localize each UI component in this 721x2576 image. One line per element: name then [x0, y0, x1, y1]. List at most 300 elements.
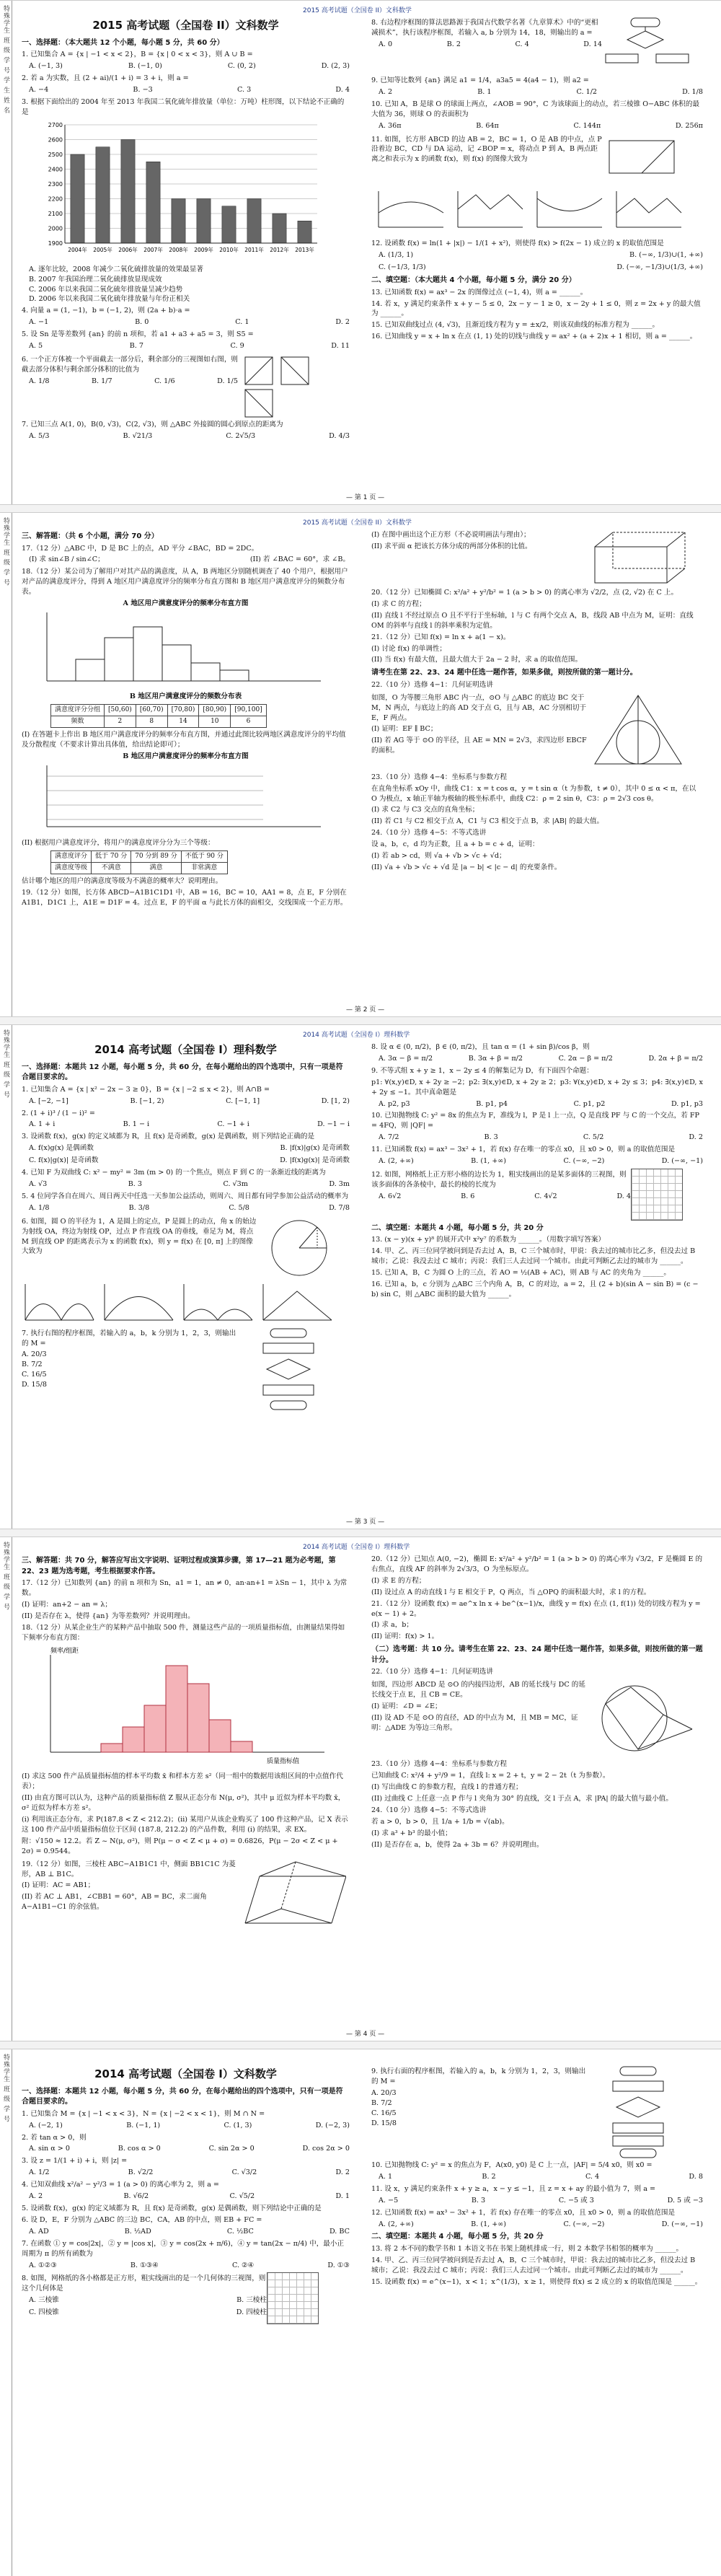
option-d: D. p1, p3 [671, 1099, 703, 1108]
bar [121, 139, 135, 243]
question-3: 3. 设函数 f(x)，g(x) 的定义域都为 R，且 f(x) 是奇函数，g(x) 是偶函数，则下列结论正确的是 [22, 1133, 315, 1141]
options-6 [22, 2227, 350, 2237]
running-head: 2015 高考试题（全国卷 II）文科数学 [303, 519, 412, 527]
option-b: B. 1/7 [91, 377, 112, 385]
binding-sidebar [0, 1537, 12, 2041]
q18-part-2: (II) 由直方图可以认为，这种产品的质量指标值 Z 服从正态分布 N(μ, σ²)，其中 μ 近似为样本平均数 x̄，σ² 近似为样本方差 s²。 [22, 1794, 345, 1813]
question-10: 10. 已知 A，B 是球 O 的球面上两点，∠AOB = 90°，C 为该球面上的动点，若三棱锥 O−ABC 体积的最大值为 36，则球 O 的表面积为 [371, 100, 700, 118]
bar [273, 214, 286, 243]
option-d: D. 四棱柱 [236, 2308, 267, 2317]
q20-part-2: (II) 直线 l 不经过原点 O 且不平行于坐标轴，l 与 C 有两个交点 A，B，线段 AB 中点为 M，证明：直线 OM 的斜率与直线 l 的斜率乘积为定值。 [371, 611, 694, 630]
option-b: B. [−1, 2) [130, 1096, 164, 1105]
option-d: D. 2α + β = π/2 [648, 1054, 703, 1063]
flowchart-figure [238, 1327, 339, 1414]
option-c: C. ②④ [231, 2261, 255, 2269]
x-tick-label: 2007年 [143, 246, 163, 253]
question-13: 13. 已知函数 f(x) = ax³ − 2x 的图像过点 (−1, 4)，则 a = ______。 [371, 288, 588, 296]
option-b: B. √6/2 [123, 2192, 149, 2201]
table-cell: 14 [167, 716, 199, 727]
unit-circle-figure [260, 1216, 339, 1280]
question-7: 7. 已知三点 A(1, 0)，B(0, √3)，C(2, √3)，则 △ABC 外接圆的圆心到原点的距离为 [22, 420, 283, 428]
question-4: 4. 已知双曲线 x²/a² − y²/3 = 1 (a > 0) 的离心率为 2，则 a = [22, 2181, 219, 2189]
question-7: 7. 在函数 ① y = cos|2x|，② y = |cos x|，③ y = cos(2x + π/6)，④ y = tan(2x − π/4) 中，最小正周期为 π 的所有函数为 [22, 2239, 345, 2258]
x-tick-label: 2005年 [93, 246, 112, 253]
question-17: 17.（12 分）已知数列 {an} 的前 n 项和为 Sn，a1 = 1，an ≠ 0，an·an+1 = λSn − 1，其中 λ 为常数。 [22, 1579, 348, 1597]
question-2: 2. 若 a 为实数，且 (2 + ai)/(1 + i) = 3 + i，则 a = [22, 74, 189, 83]
binding-sidebar [0, 1025, 12, 1529]
option-a: A. −4 [29, 85, 49, 94]
option-b: B. 2 [482, 2172, 496, 2181]
y-tick-label: 2100 [48, 210, 63, 217]
option-a: A. 20/3 [371, 2088, 397, 2097]
option-b: B. cos α > 0 [118, 2145, 161, 2153]
q22-text: 如图，O 为等腰三角形 ABC 内一点，⊙O 与 △ABC 的底边 BC 交于 M，N 两点，与底边上的高 AD 交于点 G，且与 AB，AC 分别相切于 E，F 两点。 [371, 693, 587, 722]
y-tick-label: 2300 [48, 180, 63, 188]
table-cell: 2 [105, 716, 136, 727]
options-8 [22, 2295, 267, 2305]
options-4 [22, 317, 350, 328]
q23-part-2: (II) 过曲线 C 上任意一点 P 作与 l 夹角为 30° 的直线，交 l 于点 A，求 |PA| 的最大值与最小值。 [371, 1794, 673, 1803]
options-5 [22, 341, 350, 351]
option-a: A. ①②③ [29, 2261, 57, 2269]
question-11: 11. 设 x，y 满足约束条件 x + y ≥ a，x − y ≤ −1，且 z = x + ay 的最小值为 7，则 a = [371, 2184, 656, 2193]
question-14: 14. 甲、乙、丙三位同学被问到是否去过 A，B，C 三个城市时，甲说：我去过的城市比乙多，但没去过 B 城市；乙说：我没去过 C 城市；丙说：我们三人去过同一个城市。由此可判断乙去过的城市为 ______。 [371, 2256, 696, 2274]
option-d: D. 3m [329, 1180, 350, 1188]
left-column [22, 17, 350, 444]
option-c: C. 9 [230, 342, 244, 351]
exam-title: 2014 高考试题（全国卷 I）理科数学 [94, 1043, 277, 1056]
bar [96, 146, 110, 242]
option-b: B. ①③④ [130, 2261, 159, 2269]
option-c: C. [−1, 1] [226, 1096, 260, 1105]
bar [172, 198, 185, 243]
option-d: D. 4 [335, 85, 350, 94]
option-d: D. (−∞, −1) [661, 2220, 703, 2228]
options-2 [22, 85, 350, 95]
option-d: D. cos 2α > 0 [302, 2145, 350, 2153]
option-d: D. (2, 3) [321, 62, 350, 71]
q18-part-1: (I) 在答题卡上作出 B 地区用户满意度评分的频率分布直方图，并通过此图比较两地区满意度评分的平均值及分散程度（不要求计算出具体值，给出结论即可）； [22, 730, 346, 749]
cuboid-block [371, 529, 703, 586]
option-a: A. sin α > 0 [29, 2145, 70, 2153]
option-b: B. 三棱柱 [236, 2296, 267, 2305]
option-a: A. 三棱锥 [29, 2296, 59, 2305]
option-c: C. 3 [236, 85, 252, 94]
table-cell: [70,80) [167, 704, 199, 716]
y-tick-label: 2200 [48, 195, 63, 203]
three-view-figure [238, 353, 332, 418]
options-5 [22, 1203, 350, 1213]
x-tick-label: 2004年 [68, 246, 87, 253]
options-6 [22, 377, 238, 387]
q21-part-2: (II) 证明：f(x) > 1。 [371, 1632, 439, 1641]
options-1 [22, 61, 350, 71]
option-b: B. 64π [476, 121, 499, 130]
option-b: B. |f(x)|g(x) 是奇函数 [280, 1144, 350, 1153]
y-tick-label: 2500 [48, 151, 63, 158]
option-a: A. 逐年比较，2008 年减少二氧化硫排放量的效果最显著 [29, 265, 203, 273]
option-c: C. 2√5/3 [226, 431, 256, 440]
option-b: B. p1, p4 [476, 1099, 508, 1108]
option-d: D. 4/3 [329, 431, 350, 440]
option-d: D. 11 [331, 342, 350, 351]
options-3b [22, 1156, 350, 1166]
right-column [371, 1041, 703, 1301]
question-5: 5. 4 位同学各自在周六、周日两天中任选一天参加公益活动，则周六、周日都有同学参加公益活动的概率为 [22, 1192, 349, 1200]
options-3 [22, 1143, 350, 1153]
cyclic-quad-figure [588, 1679, 696, 1758]
options-4 [22, 2192, 350, 2202]
question-17: 17.（12 分）△ABC 中，D 是 BC 上的点，AD 平分 ∠BAC，BD = 2DC。 [22, 544, 259, 553]
page-1 [0, 0, 721, 505]
table-cell: 满意度评分分组 [51, 704, 105, 716]
option-a: A. 6√2 [379, 1192, 402, 1200]
option-c: C. 16/5 [22, 1371, 47, 1379]
q17-parts [22, 555, 350, 565]
section-heading: 一、选择题：（本大题共 12 个小题，每小题 5 分，共 60 分） [22, 38, 224, 47]
question-7: 7. 执行右图的程序框图，若输入的 a，b，k 分别为 1，2，3，则输出的 M = [22, 1329, 236, 1348]
options-2 [22, 2144, 350, 2154]
option-b: B. (1, +∞) [471, 1157, 507, 1166]
choose-note: 请考生在第 22、23、24 题中任选一题作答，如果多做，则按所做的第一题计分。 [371, 669, 637, 677]
sidebar-text: 特殊学生 班 级 学 号 [2, 517, 9, 586]
option-a: A. (−1, 3) [29, 62, 63, 71]
left-column [22, 1041, 350, 1414]
cuboid-figure [588, 529, 696, 586]
option-b: B. 7/2 [371, 2098, 392, 2107]
option-d: D. 1/8 [682, 87, 703, 96]
options-9 [371, 87, 703, 97]
option-c: C. 1/2 [576, 87, 598, 96]
q22-part-1: (I) 证明：∠D = ∠E； [371, 1702, 442, 1710]
section-heading: （二）选考题：共 10 分。请考生在第 22、23、24 题中任选一题作答，如果多做，则按所做的第一题计分。 [371, 1645, 703, 1664]
options-12 [371, 2220, 703, 2230]
option-a: A. 7/2 [379, 1133, 399, 1142]
question-9: 9. 已知等比数列 {an} 满足 a1 = 1/4，a3a5 = 4(a4 − 1)，则 a2 = [371, 76, 589, 84]
option-a: A. f(x)g(x) 是偶函数 [29, 1144, 94, 1153]
q24-part-2: (II) 是否存在 a，b，使得 2a + 3b = 6？并说明理由。 [371, 1840, 544, 1849]
option-a: A. 1/8 [29, 377, 50, 385]
function-graph-options [371, 184, 703, 234]
q22-part-2: (II) 若 AG 等于 ⊙O 的半径，且 AE = MN = 2√3，求四边形 EBCF 的面积。 [371, 737, 587, 755]
q21-part-1: (I) 求 a，b； [371, 1621, 414, 1630]
option-d: D. 2 [335, 2168, 350, 2177]
bar [247, 198, 261, 243]
option-a: A. [−2, −1] [29, 1096, 68, 1105]
option-a: A. 1 [379, 2172, 393, 2181]
option-d: D. 256π [675, 121, 703, 130]
options-8 [371, 1054, 703, 1064]
table-cell: [90,100] [231, 704, 267, 716]
question-23: 23.（10 分）选修 4−4：坐标系与参数方程 [371, 773, 508, 781]
option-a: A. AD [29, 2227, 49, 2236]
table-cell: 6 [231, 716, 267, 727]
option-a: A. √3 [29, 1180, 48, 1188]
option-c: C. 144π [573, 121, 601, 130]
binding-sidebar [0, 513, 12, 1016]
question-24: 24.（10 分）选修 4−5：不等式选讲 [371, 829, 487, 838]
option-b: B. 3α + β = π/2 [468, 1054, 523, 1063]
option-d: D. 5 或 −3 [667, 2196, 703, 2204]
right-column [371, 1553, 703, 1851]
q23-text: 已知曲线 C: x²/4 + y²/9 = 1，直线 l: x = 2 + t，y = 2 − 2t（t 为参数）。 [371, 1772, 610, 1780]
section-heading: 三、解答题：共 70 分，解答应写出文字说明、证明过程或演算步骤，第 17—21 题为必考题，第 22、23 题为选考题，考生根据要求作答。 [22, 1557, 336, 1575]
q23-part-1: (I) 求 C2 与 C3 交点的直角坐标； [371, 806, 479, 814]
q18-part-3: 估计哪个地区的用户的满意度等级为不满意的概率大？说明理由。 [22, 877, 223, 886]
question-3: 3. 根据下面给出的 2004 年至 2013 年我国二氧化硫年排放量（单位：万吨）柱形图，以下结论不正确的是 [22, 97, 345, 116]
question-5: 5. 设函数 f(x)，g(x) 的定义域都为 R，且 f(x) 是奇函数，g(x) 是偶函数，则下列结论中正确的是 [22, 2204, 322, 2212]
bar [146, 162, 160, 243]
question-8: 8. 如图，网格纸的各小格都是正方形，粗实线画出的是一个几何体的三视图，则这个几何体是 [22, 2274, 266, 2293]
section-heading: 一、选择题：本题共 12 小题，每小题 5 分，共 60 分，在每小题给出的四个选项中，只有一项是符合题目要求的。 [22, 1063, 343, 1082]
q18-part-2: (II) 根据用户满意度评分，将用户的满意度评分分为三个等级： [22, 839, 215, 848]
question-10: 10. 已知抛物线 C: y² = 8x 的焦点为 F，准线为 l，P 是 l 上一点，Q 是直线 PF 与 C 的一个交点，若 FP = 4FQ，则 |QF| = [371, 1112, 699, 1130]
q19-part-1: (I) 在图中画出这个正方形（不必说明画法与理由）； [371, 531, 531, 539]
table-cell: 不低于 90 分 [181, 851, 227, 863]
flowchart-figure [588, 2065, 689, 2159]
question-6: 6. 设 D，E，F 分别为 △ABC 的三边 BC，CA，AB 的中点，则 EB + FC = [22, 2215, 262, 2224]
options-1 [22, 1096, 350, 1107]
question-22: 22.（10 分）选修 4−1：几何证明选讲 [371, 680, 493, 689]
q20-part-2: (II) 设过点 A 的动直线 l 与 E 相交于 P，Q 两点，当 △OPQ 的面积最大时，求 l 的方程。 [371, 1588, 651, 1596]
option-a: A. 1/8 [29, 1203, 50, 1212]
option-c: C. (−1/3, 1/3) [379, 263, 426, 272]
options-2 [22, 1120, 350, 1130]
question-21: 21.（12 分）设函数 f(x) = ae^x ln x + be^(x−1)/x，曲线 y = f(x) 在点 (1, f(1)) 处的切线方程为 y = e(x − 1) + 2。 [371, 1599, 701, 1618]
question-3: 3. 设 z = 1/(1 + i) + i，则 |z| = [22, 2157, 128, 2166]
section-heading: 一、选择题：本题共 12 小题，每小题 5 分，共 60 分，在每小题给出的四个选项中，只有一项是符合题目要求的。 [22, 2087, 343, 2106]
q21-part-1: (I) 讨论 f(x) 的单调性； [371, 644, 447, 653]
option-a: A. 5 [29, 342, 43, 351]
bar [222, 206, 236, 242]
option-a: A. 36π [379, 121, 402, 130]
option-a: A. p2, p3 [379, 1099, 410, 1108]
option-c: C. 5/8 [229, 1203, 249, 1212]
options-10 [371, 1133, 703, 1143]
left-column [22, 1553, 350, 1930]
option-b: B. ½AD [124, 2227, 151, 2236]
question-1: 1. 已知集合 M = {x | −1 < x < 3}，N = {x | −2 < x < 1}，则 M ∩ N = [22, 2109, 265, 2118]
option-a: A. (1/3, 1) [379, 251, 414, 260]
q23-part-2: (II) 若 C1 与 C2 相交于点 A，C1 与 C3 相交于点 B，求 |AB| 的最大值。 [371, 817, 604, 826]
binding-sidebar [0, 2049, 12, 2576]
question-18: 18.（12 分）从某企业生产的某种产品中抽取 500 件，测量这些产品的一项质量指标值，由测量结果得如下频率分布直方图： [22, 1623, 345, 1642]
grid-paper-figure [631, 1169, 683, 1221]
question-8-block [371, 17, 703, 74]
question-6: 6. 如图，圆 O 的半径为 1，A 是圆上的定点，P 是圆上的动点，角 x 的始边为射线 OA，终边为射线 OP，过点 P 作直线 OA 的垂线，垂足为 M，将点 M 到直线 OP 的距离表示为 x 的函数 f(x)，则 y = f(x) 在 [0, π] 上的图像大致为 [22, 1217, 257, 1256]
option-c: C. 16/5 [371, 2109, 397, 2117]
option-a: A. −5 [379, 2196, 399, 2204]
section-heading: 二、填空题：（本大题共 4 个小题，每小题 5 分，满分 20 分） [371, 276, 576, 285]
option-a: A. 1 + i [29, 1120, 56, 1129]
quality-histogram [22, 1644, 339, 1767]
option-b: B. 3 [471, 2196, 486, 2204]
prism-figure [238, 1858, 346, 1930]
q22-text: 如图，四边形 ABCD 是 ⊙O 的内接四边形，AB 的延长线与 DC 的延长线交于点 E，且 CB = CE。 [371, 1681, 585, 1700]
question-2: 2. (1 + i)³ / (1 − i)² = [22, 1109, 95, 1117]
question-15: 15. 设函数 f(x) = e^(x−1)，x < 1；x^(1/3)，x ≥ 1，则使得 f(x) ≤ 2 成立的 x 的取值范围是 ______。 [371, 2277, 702, 2286]
histogram-b-title: B 地区用户满意度评分的频率分布直方图 [123, 752, 249, 760]
q12-block [371, 1169, 703, 1221]
option-c: C. (1, 3) [224, 2121, 252, 2129]
option-c: C. p1, p2 [573, 1099, 606, 1108]
x-tick-label: 2009年 [194, 246, 213, 253]
table-cell: 非常满意 [181, 863, 227, 874]
page-5 [0, 2049, 721, 2576]
question-15: 15. 已知双曲线过点 (4, √3)，且渐近线方程为 y = ±x/2，则该双曲线的标准方程为 ______。 [371, 321, 660, 330]
page-number: — 第 2 页 — [346, 1006, 385, 1014]
level-table [50, 850, 228, 874]
page-number: — 第 4 页 — [346, 2031, 385, 2038]
table-title: B 地区用户满意度评分的频数分布表 [129, 692, 242, 700]
table-cell: [50,60) [105, 704, 136, 716]
sidebar-text: 特殊学生 班 级 学 号 [2, 1029, 9, 1099]
histogram-title: A 地区用户满意度评分的频率分布直方图 [123, 599, 249, 608]
option-c: C. (−∞, −2) [563, 1157, 605, 1166]
q17-part-1: (I) 证明：an+2 − an = λ； [22, 1600, 112, 1609]
y-tick-label: 2000 [48, 225, 63, 232]
y-tick-label: 2700 [48, 121, 63, 128]
options-8b [22, 2308, 267, 2318]
q21-part-2: (II) 当 f(x) 有最大值，且最大值大于 2a − 2 时，求 a 的取值范围。 [371, 656, 583, 664]
option-d: D. (−2, 3) [315, 2121, 350, 2129]
question-11: 11. 如图，长方形 ABCD 的边 AB = 2，BC = 1，O 是 AB 的中点，点 P 沿着边 BC，CD 与 DA 运动，记 ∠BOP = x，将动点 P 到 A，B 两点距离之和表示为 x 的函数 f(x)，则 f(x) 的图像大致为 [371, 135, 602, 164]
options-1 [22, 2121, 350, 2131]
q22-part-2: (II) 设 AD 不是 ⊙O 的直径，AD 的中点为 M，且 MB = MC，证明：△ADE 为等边三角形。 [371, 1713, 578, 1732]
question-10: 10. 已知抛物线 C: y² = x 的焦点为 F，A(x0, y0) 是 C 上一点，|AF| = 5/4 x0，则 x0 = [371, 2161, 653, 2169]
option-d: D. 7/8 [329, 1203, 350, 1212]
question-15: 15. 已知 A，B，C 为圆 O 上的三点，若 AO = ½(AB + AC)，则 AB 与 AC 的夹角为 ______。 [371, 1269, 671, 1278]
page-number: — 第 1 页 — [346, 494, 385, 501]
option-a: A. 3α − β = π/2 [379, 1054, 433, 1063]
option-d: D. −1 − i [317, 1120, 350, 1129]
x-tick-label: 2013年 [295, 246, 314, 253]
page-number: — 第 3 页 — [346, 1518, 385, 1526]
option-d: D. 1 [335, 2192, 350, 2201]
q22-block [371, 1679, 703, 1758]
options-7 [22, 1350, 238, 1390]
bar [298, 221, 311, 243]
option-d: D. ①③ [327, 2261, 350, 2269]
option-a: A. 5/3 [29, 431, 50, 440]
option-d: D. 14 [583, 40, 602, 48]
option-c: C. 4 [515, 40, 529, 48]
q19-part-2: (II) 若 AC ⊥ AB1，∠CBB1 = 60°，AB = BC，求二面角 A−A1B1−C1 的余弦值。 [22, 1893, 207, 1912]
option-d: D. |f(x)g(x)| 是奇函数 [280, 1156, 350, 1165]
right-column [371, 2065, 703, 2289]
q18-part-3: (i) 利用该正态分布，求 P(187.8 < Z < 212.2)；(ii) 某用户从该企业购买了 100 件这种产品，记 X 表示这 100 件产品中质量指标值位于区间 (187.8, 212.2) 的产品件数，利用 (i) 的结果，求 EX。 [22, 1815, 348, 1834]
table-cell: 满意度评分 [51, 851, 92, 863]
flowchart-figure [602, 17, 696, 74]
option-b: B. 7/2 [22, 1360, 43, 1369]
options-7 [22, 2261, 350, 2271]
question-24: 24.（10 分）选修 4−5：不等式选讲 [371, 1806, 487, 1814]
option-b: B. √21/3 [123, 431, 153, 440]
option-a: A. 2 [379, 87, 393, 96]
question-20: 20.（12 分）已知椭圆 C: x²/a² + y²/b² = 1 (a > b > 0) 的离心率为 √2/2，点 (2, √2) 在 C 上。 [371, 589, 678, 597]
x-tick-label: 2010年 [219, 246, 239, 253]
q23-part-1: (I) 写出曲线 C 的参数方程，直线 l 的普通方程； [371, 1782, 523, 1791]
q24-text: 设 a，b，c，d 均为正数，且 a + b = c + d，证明： [371, 840, 539, 849]
option-a: A. 20/3 [22, 1350, 47, 1359]
option-c: C. 2α − β = π/2 [558, 1054, 613, 1063]
options-11 [371, 1156, 703, 1166]
question-14: 14. 若 x，y 满足约束条件 x + y − 5 ≤ 0，2x − y − 1 ≥ 0，x − 2y + 1 ≤ 0，则 z = 2x + y 的最大值为 ______。 [371, 299, 701, 318]
question-12: 12. 已知函数 f(x) = ax³ − 3x² + 1，若 f(x) 存在唯一的零点 x0，且 x0 > 0，则 a 的取值范围是 [371, 2208, 676, 2217]
binding-sidebar [0, 1, 12, 504]
exam-title: 2015 高考试题（全国卷 II）文科数学 [92, 19, 279, 32]
q24-text: 若 a > 0，b > 0，且 1/a + 1/b = √(ab)。 [371, 1817, 509, 1826]
page-4 [0, 1537, 721, 2041]
section-heading: 二、填空题：本题共 4 小题，每小题 5 分，共 20 分 [371, 2233, 544, 2241]
question-18: 18.（12 分）某公司为了解用户对其产品的满意度，从 A，B 两地区分别随机调查了 40 个用户，根据用户对产品的满意度评分，得到 A 地区用户满意度评分的频率分布直方图和 B 地区用户满意度评分的频数分布表。 [22, 568, 348, 597]
options-9 [371, 2088, 588, 2129]
x-tick-label: 2006年 [118, 246, 138, 253]
exam-title: 2014 高考试题（全国卷 I）文科数学 [94, 2067, 277, 2080]
q18-appendix: 附：√150 ≈ 12.2。若 Z ~ N(μ, σ²)，则 P(μ − σ < Z < μ + σ) = 0.6826，P(μ − 2σ < Z < μ + 2σ) = 0.9544。 [22, 1837, 338, 1855]
question-19: 19.（12 分）如图，长方体 ABCD−A1B1C1D1 中，AB = 16，BC = 10，AA1 = 8，点 E，F 分别在 A1B1，D1C1 上，A1E = D1F = 4。过点 E，F 的平面 α 与此长方体的面相交，交线围成一个正方形。 [22, 889, 348, 907]
option-b: B. 7 [129, 342, 143, 351]
table-cell: 8 [136, 716, 167, 727]
q9-propositions: p1: ∀(x,y)∈D, x + 2y ≥ −2；p2: ∃(x,y)∈D, x + 2y ≥ 2；p3: ∀(x,y)∈D, x + 2y ≤ 3；p4: ∃(x,y)∈D, x + 2y ≤ −1。其中真命题是 [371, 1078, 703, 1096]
bar [197, 198, 211, 243]
running-head: 2014 高考试题（全国卷 I）理科数学 [303, 1032, 410, 1039]
question-4: 4. 已知 F 为双曲线 C: x² − my² = 3m (m > 0) 的一个焦点，则点 F 到 C 的一条渐近线的距离为 [22, 1169, 326, 1177]
option-d: D. 8 [689, 2172, 703, 2181]
option-b: B. 3 [128, 1180, 142, 1188]
graph-options-figure [22, 1280, 339, 1324]
option-c: C. (0, 2) [227, 62, 256, 71]
right-column [371, 529, 703, 874]
q20-part-1: (I) 求 E 的方程； [371, 1576, 426, 1585]
option-b: B. (1, +∞) [471, 2220, 507, 2228]
option-a: A. 1/2 [29, 2168, 50, 2177]
q17-part-2: (II) 是否存在 λ，使得 {an} 为等差数列？并说明理由。 [22, 1612, 195, 1620]
q18-part-1: (I) 求这 500 件产品质量指标值的样本平均数 x̄ 和样本方差 s²（同一组中的数据用该组区间的中点值作代表）； [22, 1772, 343, 1791]
option-d: D. 2006 年以来我国二氧化硫年排放量与年份正相关 [29, 295, 190, 304]
options-9 [371, 1099, 703, 1109]
question-23: 23.（10 分）选修 4−4：坐标系与参数方程 [371, 1760, 508, 1769]
grid-paper-figure [267, 2272, 319, 2324]
x-tick-label: 2008年 [169, 246, 188, 253]
option-c: C. 1/6 [154, 377, 175, 385]
option-c: C. 4 [585, 2172, 600, 2181]
q7-block [22, 1327, 350, 1414]
option-d: D. [1, 2) [321, 1096, 350, 1105]
option-b: B. (−∞, 1/3)∪(1, +∞) [629, 251, 703, 260]
q6-block [22, 1216, 350, 1280]
q22-block [371, 692, 703, 771]
histogram-a [32, 609, 335, 688]
option-c: C. −1 + i [217, 1120, 249, 1129]
option-a: A. 0 [379, 40, 393, 48]
table-cell: 满意 [131, 863, 182, 874]
question-16: 16. 已知曲线 y = x + ln x 在点 (1, 1) 处的切线与曲线 y = ax² + (a + 2)x + 1 相切，则 a = ______。 [371, 333, 697, 341]
options-12 [371, 1192, 631, 1202]
x-axis-label: 质量指标值 [267, 1758, 300, 1766]
option-b: B. (−1, 0) [128, 62, 162, 71]
table-cell: [60,70) [136, 704, 167, 716]
question-9: 9. 不等式组 x + y ≥ 1，x − 2y ≤ 4 的解集记为 D，有下面四个命题： [371, 1066, 593, 1075]
q19-part-2: (II) 求平面 α 把该长方体分成的两部分体积的比值。 [371, 542, 532, 550]
options-7 [22, 431, 350, 441]
q8-block [22, 2272, 350, 2324]
sidebar-text: 特殊学生 班 级 学 号 [2, 1542, 9, 1611]
option-c: C. 四棱锥 [29, 2308, 59, 2317]
option-b: B. (−1, 1) [126, 2121, 161, 2129]
question-11-block [371, 133, 703, 184]
circle-triangle-figure [588, 692, 689, 771]
